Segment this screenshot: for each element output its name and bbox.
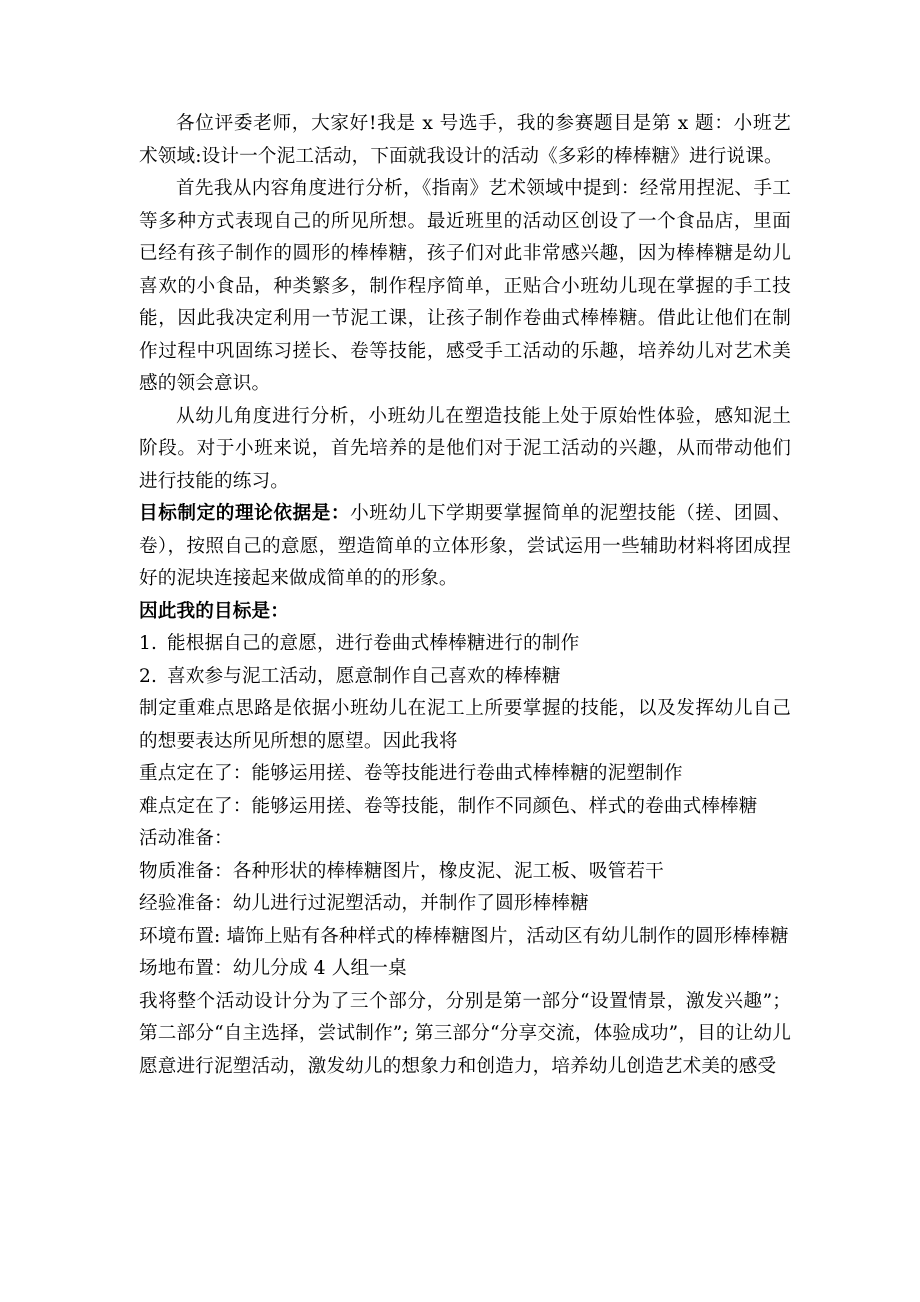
goal-basis-label: 目标制定的理论依据是：: [139, 503, 351, 524]
goal-basis-text: 小班幼儿下学期要掌握简单的泥塑技能（搓、团圆、卷），按照自己的意愿，塑造简单的立体形象，尝试运用一些辅助材料将团成捏好的泥块连接起来做成简单的的形象。: [139, 503, 792, 589]
content-analysis-paragraph: 首先我从内容角度进行分析，《指南》艺术领域中提到：经常用捏泥、手工等多种方式表现自己的所见所想。最近班里的活动区创设了一个食品店，里面已经有孩子制作的圆形的棒棒糖，孩子们对此非常感兴趣，因为棒棒糖是幼儿喜欢的小食品，种类繁多，制作程序简单，正贴合小班幼儿现在掌握的手工技能，因此我决定利用一节泥工课，让孩子制作卷曲式棒棒糖。借此让他们在制作过程中巩固练习搓长、卷等技能，感受手工活动的乐趣，培养幼儿对艺术美感的领会意识。: [139, 178, 791, 394]
difficult-point-line: 难点定在了：能够运用搓、卷等技能，制作不同颜色、样式的卷曲式棒棒糖: [139, 795, 758, 817]
goal-basis-paragraph: [139, 498, 791, 596]
goal-number: 1.: [139, 633, 158, 654]
key-point-line: 重点定在了：能够运用搓、卷等技能进行卷曲式棒棒糖的泥塑制作: [139, 763, 683, 784]
child-analysis-paragraph: 从幼儿角度进行分析，小班幼儿在塑造技能上处于原始性体验，感知泥土阶段。对于小班来说，首先培养的是他们对于泥工活动的兴趣，从而带动他们进行技能的练习。: [139, 405, 791, 492]
environment-setup-line: 环境布置: 墙饰上贴有各种样式的棒棒糖图片，活动区有幼儿制作的圆形棒棒糖: [139, 925, 789, 947]
intro-paragraph: 各位评委老师，大家好!我是 x 号选手，我的参赛题目是第 x 题：小班艺术领域:设计一个泥工活动，下面就我设计的活动《多彩的棒棒糖》进行说课。: [139, 113, 791, 167]
activity-preparation-heading: 活动准备：: [139, 828, 233, 849]
venue-setup-line: 场地布置：幼儿分成 4 人组一桌: [139, 958, 407, 979]
key-points-rationale: 制定重难点思路是依据小班幼儿在泥工上所要掌握的技能，以及发挥幼儿自己的想要表达所见所想的愿望。因此我将: [139, 698, 791, 752]
goals-heading: 因此我的目标是：: [139, 600, 289, 622]
activity-design-paragraph: 我将整个活动设计分为了三个部分，分别是第一部分“设置情景，激发兴趣”；第二部分“自主选择，尝试制作”; 第三部分“分享交流，体验成功”，目的让幼儿愿意进行泥塑活动，激发幼儿的想象力和创造力，培养幼儿创造艺术美的感受: [139, 990, 791, 1077]
document-body: [139, 108, 791, 1083]
goal-text: 喜欢参与泥工活动，愿意制作自己喜欢的棒棒糖: [167, 665, 561, 687]
goal-text: 能根据自己的意愿，进行卷曲式棒棒糖进行的制作: [167, 633, 580, 654]
goal-item: [139, 661, 791, 694]
goal-number: 2.: [139, 665, 158, 687]
material-preparation-line: 物质准备：各种形状的棒棒糖图片，橡皮泥、泥工板、吸管若干: [139, 860, 664, 882]
goal-item: [139, 628, 791, 661]
experience-preparation-line: 经验准备：幼儿进行过泥塑活动，并制作了圆形棒棒糖: [139, 893, 589, 914]
